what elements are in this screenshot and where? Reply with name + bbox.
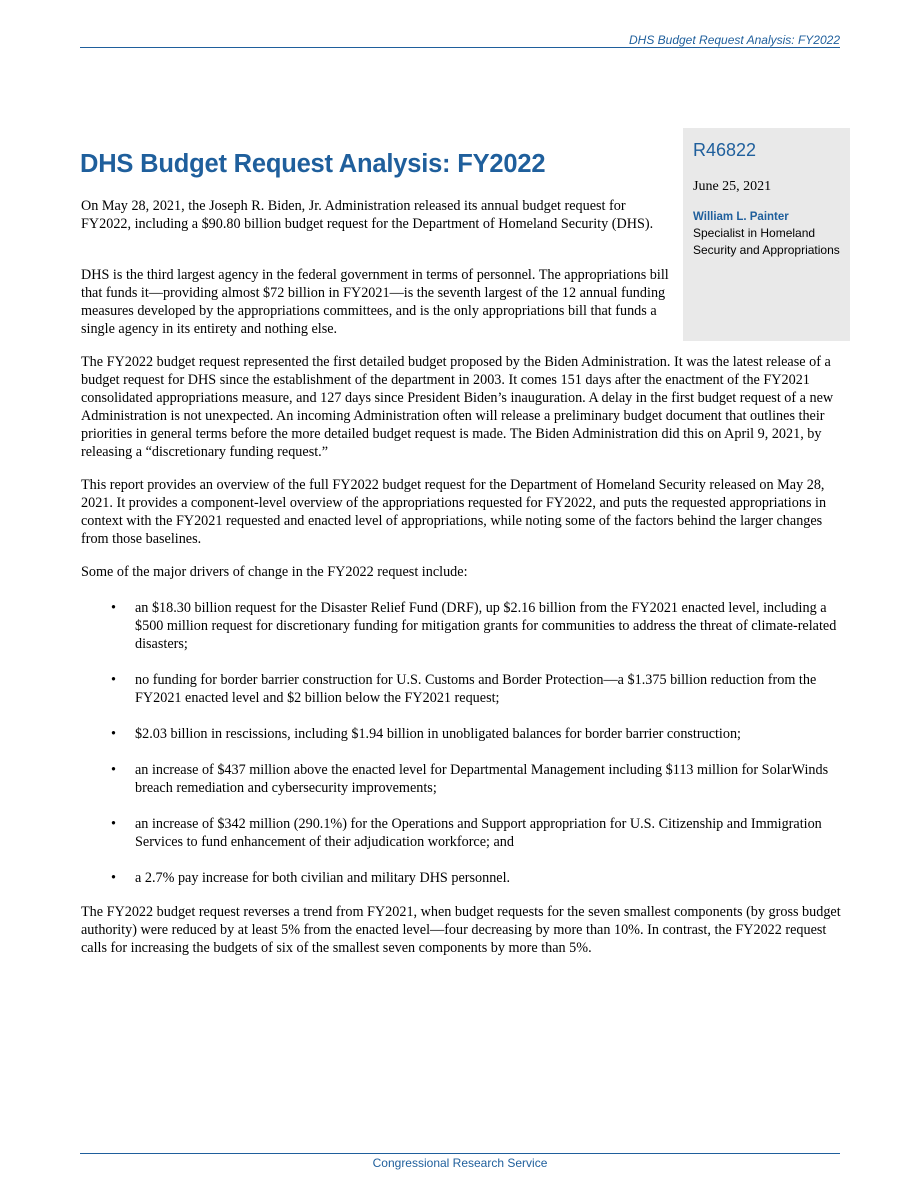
list-item <box>0 815 840 851</box>
list-item <box>0 761 840 797</box>
list-item-text: an increase of $437 million above the enacted level for Departmental Management including $113 million for SolarWinds breach remediation and cybersecurity improvements; <box>135 762 829 796</box>
list-item-text: an increase of $342 million (290.1%) for the Operations and Support appropriation for U.S. Citizenship and Immigration Services to fund enhancement of their adjudication workforce; and <box>135 816 822 850</box>
list-item <box>0 725 840 743</box>
list-item-text: an $18.30 billion request for the Disaster Relief Fund (DRF), up $2.16 billion from the FY2021 enacted level, including a $500 million request for discretionary funding for mitigation grants for communities to address the threat of climate-related disasters; <box>135 600 837 652</box>
footer-rule <box>80 1153 840 1154</box>
list-item-text: a 2.7% pay increase for both civilian and military DHS personnel. <box>135 870 511 886</box>
paragraph-trend: The FY2022 budget request reverses a trend from FY2021, when budget requests for the seven smallest components (by gross budget authority) were reduced by at least 5% from the enacted level—four decreasing by more than 10%. In contrast, the FY2022 request calls for increasing the budgets of six of the smallest seven components by more than 5%. <box>81 904 841 956</box>
bullet-marker: • <box>111 870 116 886</box>
paragraph-context: The FY2022 budget request represented the first detailed budget proposed by the Biden Administration. It was the latest release of a budget request for DHS since the establishment of the department in 2003. It comes 151 days after the enactment of the FY2021 consolidated appropriations measure, and 127 days since President Biden’s inauguration. A delay in the first budget request of a new Administration is not unexpected. An incoming Administration often will release a preliminary budget document that outlines their priorities in general terms before the more detailed budget request is made. The Biden Administration did this on April 9, 2021, by releasing a “discretionary funding request.” <box>81 354 834 460</box>
paragraph-overview: This report provides an overview of the full FY2022 budget request for the Department of Homeland Security released on May 28, 2021. It provides a component-level overview of the appropriations requested for FY2022, and puts the requested appropriations in context with the FY2021 requested and enacted level of appropriations, while noting some of the factors behind the larger changes from those baselines. <box>81 477 827 547</box>
bullet-marker: • <box>111 672 116 688</box>
page-title: DHS Budget Request Analysis: FY2022 <box>80 150 546 178</box>
running-header: DHS Budget Request Analysis: FY2022 <box>628 33 840 47</box>
list-item <box>0 869 840 887</box>
list-item-text: $2.03 billion in rescissions, including $1.94 billion in unobligated balances for border barrier construction; <box>135 726 742 742</box>
paragraph-intro: On May 28, 2021, the Joseph R. Biden, Jr. Administration released its annual budget request for FY2022, including a $90.80 billion budget request for the Department of Homeland Security (DHS). <box>81 198 654 232</box>
report-number: R46822 <box>693 140 757 160</box>
bullet-marker: • <box>111 762 116 778</box>
bullet-marker: • <box>111 816 116 832</box>
report-date: June 25, 2021 <box>693 179 772 194</box>
author-title: Specialist in Homeland Security and Appropriations <box>693 226 840 257</box>
bullet-marker: • <box>111 600 116 616</box>
header-rule <box>80 47 840 48</box>
list-item-text: no funding for border barrier construction for U.S. Customs and Border Protection—a $1.375 billion reduction from the FY2021 enacted level and $2 billion below the FY2021 request; <box>135 672 817 706</box>
bullet-marker: • <box>111 726 116 742</box>
report-info-box <box>683 128 850 341</box>
drivers-list <box>0 599 920 905</box>
list-item <box>0 671 840 707</box>
paragraph-drivers-intro: Some of the major drivers of change in the FY2022 request include: <box>81 564 468 580</box>
footer-organization: Congressional Research Service <box>372 1156 548 1170</box>
list-item <box>0 599 840 653</box>
paragraph-agency: DHS is the third largest agency in the federal government in terms of personnel. The appropriations bill that funds it—providing almost $72 billion in FY2021—is the seventh largest of the 12 annual funding measures developed by the appropriations committees, and is the only appropriations bill that funds a single agency in its entirety and nothing else. <box>81 267 669 337</box>
author-name: William L. Painter <box>693 211 789 223</box>
